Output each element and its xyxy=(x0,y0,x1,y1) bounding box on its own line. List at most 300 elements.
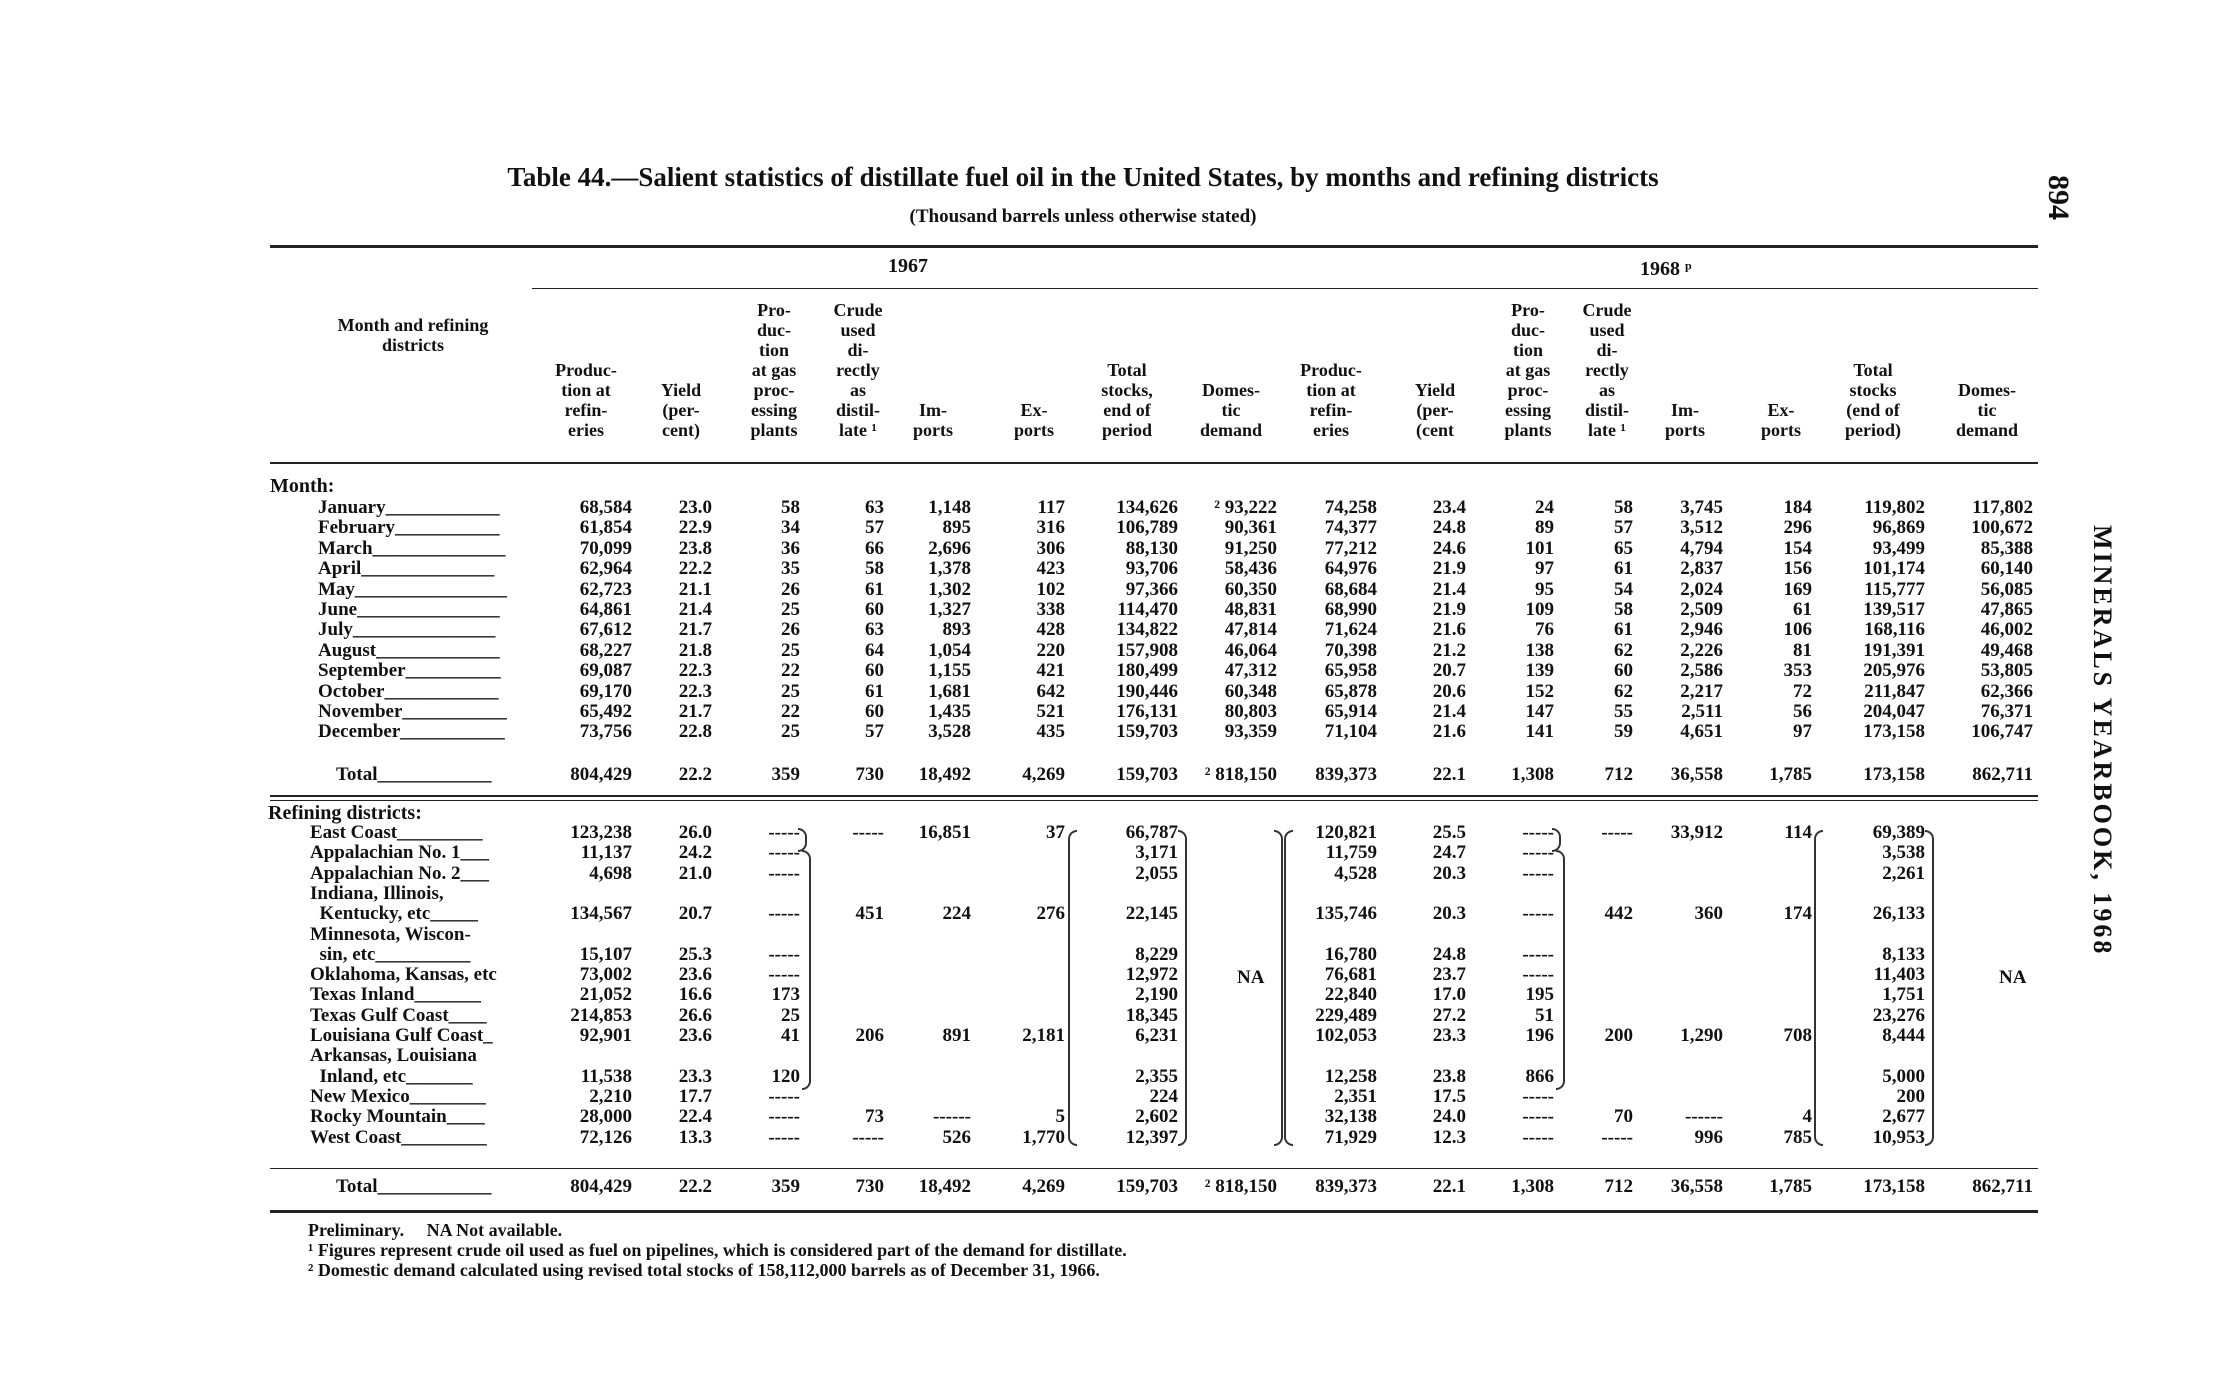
table-cell: 3,528 xyxy=(928,721,971,743)
table-cell: 49,468 xyxy=(1980,639,2033,661)
column-header-line: refin- xyxy=(564,400,608,420)
table-cell: 642 xyxy=(1036,680,1065,702)
table-cell: 63 xyxy=(865,619,884,641)
table-cell: 74,377 xyxy=(1324,517,1377,539)
table-cell: 64,861 xyxy=(579,599,632,620)
table-cell: 174 xyxy=(1783,903,1812,925)
stub-header xyxy=(288,315,538,355)
column-header-line: demand xyxy=(1955,420,2018,440)
table-cell: 21.6 xyxy=(1432,721,1466,743)
column-header-line: used xyxy=(840,320,876,340)
table-cell: 1,327 xyxy=(928,599,971,620)
brace-mark xyxy=(1556,850,1565,1090)
bottom-rule xyxy=(270,1210,2038,1213)
column-header-line: rectly xyxy=(1585,360,1629,380)
table-row xyxy=(0,1106,2214,1127)
column-header-line: Total xyxy=(1853,360,1893,380)
table-cell: 22.9 xyxy=(678,517,712,539)
column-header-line: di- xyxy=(1596,340,1618,360)
table-cell: 25 xyxy=(781,599,800,620)
table-cell: 68,684 xyxy=(1324,578,1377,600)
table-cell: 139 xyxy=(1525,660,1554,682)
table-cell: 60 xyxy=(865,660,884,682)
table-cell: 168,116 xyxy=(1864,619,1925,641)
table-cell: 12,397 xyxy=(1125,1126,1178,1148)
table-cell: 21.6 xyxy=(1432,619,1466,641)
table-cell: ----- xyxy=(768,1085,800,1107)
table-cell: 134,567 xyxy=(570,903,632,925)
table-cell: 8,133 xyxy=(1882,943,1925,965)
row-label: March______________ xyxy=(318,537,506,559)
table-cell: 56,085 xyxy=(1980,578,2033,600)
table-cell: 64,976 xyxy=(1324,558,1377,580)
table-cell: 2,217 xyxy=(1680,680,1723,702)
column-header xyxy=(1488,300,1568,440)
table-row xyxy=(0,599,2214,620)
column-header-line: distil- xyxy=(1584,400,1629,420)
brace-mark xyxy=(1274,830,1283,1146)
table-cell: 862,711 xyxy=(1972,1176,2033,1197)
column-header-line: proc- xyxy=(1507,380,1549,400)
table-cell: 33,912 xyxy=(1670,822,1723,843)
stub-header-line: Month and refining xyxy=(337,315,489,335)
table-cell: 195 xyxy=(1525,984,1554,1006)
column-header-line: ports xyxy=(913,420,953,440)
table-cell: 68,227 xyxy=(579,639,632,661)
row-label: June_______________ xyxy=(318,599,500,620)
table-cell: 139,517 xyxy=(1863,599,1925,620)
table-cell: 2,226 xyxy=(1680,639,1723,661)
table-cell: 421 xyxy=(1036,660,1065,682)
table-cell: 2,181 xyxy=(1022,1025,1065,1046)
column-header-line: rectly xyxy=(836,360,880,380)
table-cell: ----- xyxy=(768,842,800,864)
table-cell: 526 xyxy=(942,1126,971,1148)
table-row xyxy=(0,538,2214,559)
table-cell: 21.7 xyxy=(678,619,712,641)
table-cell: 173,158 xyxy=(1863,721,1925,743)
year-1968-label: 1968 ᵖ xyxy=(1640,258,1692,280)
table-cell: 67,612 xyxy=(579,619,632,641)
column-header-line: di- xyxy=(847,340,869,360)
column-header-line: tic xyxy=(1221,400,1241,420)
table-row xyxy=(0,619,2214,640)
table-row xyxy=(0,497,2214,518)
table-cell: 66 xyxy=(865,537,884,559)
table-cell: 65 xyxy=(1614,537,1633,559)
table-cell: 730 xyxy=(855,764,884,785)
table-cell: 97 xyxy=(1793,721,1812,743)
table-cell: 32,138 xyxy=(1324,1106,1377,1128)
column-header-line: distil- xyxy=(835,400,880,420)
table-cell: 159,703 xyxy=(1116,1176,1178,1197)
row-label: Kentucky, etc_____ xyxy=(310,903,478,925)
table-cell: 102,053 xyxy=(1315,1025,1377,1046)
table-cell: ----- xyxy=(1522,903,1554,925)
table-cell: 73,002 xyxy=(579,964,632,986)
table-cell: 60 xyxy=(1614,660,1633,682)
table-cell: 211,847 xyxy=(1864,680,1925,702)
table-cell: 2,190 xyxy=(1135,984,1178,1006)
column-header xyxy=(1807,360,1939,440)
table-cell: 114,470 xyxy=(1117,599,1178,620)
table-cell: 23.7 xyxy=(1432,964,1466,986)
table-cell: 804,429 xyxy=(570,1176,632,1197)
table-cell: 22.3 xyxy=(678,680,712,702)
table-cell: 100,672 xyxy=(1971,517,2033,539)
table-cell: 16.6 xyxy=(678,984,712,1006)
table-cell: 88,130 xyxy=(1125,537,1178,559)
table-cell: 58,436 xyxy=(1224,558,1277,580)
table-cell: 423 xyxy=(1036,558,1065,580)
table-row xyxy=(0,1086,2214,1107)
table-cell: 74,258 xyxy=(1324,497,1377,518)
stub-header-line: districts xyxy=(382,335,444,355)
footnote: ² Domestic demand calculated using revised total stocks of 158,112,000 barrels as of December 31, 1966. xyxy=(308,1260,1100,1280)
table-row xyxy=(0,822,2214,843)
table-cell: 521 xyxy=(1036,701,1065,722)
column-header-line: as xyxy=(1598,380,1615,400)
table-cell: 21.2 xyxy=(1432,639,1466,661)
table-cell: 62,723 xyxy=(579,578,632,600)
column-header-line: Pro- xyxy=(757,300,791,320)
table-cell: 48,831 xyxy=(1224,599,1277,620)
table-cell: 839,373 xyxy=(1315,1176,1377,1197)
brace-mark xyxy=(802,850,811,1090)
column-header-line: tion xyxy=(758,340,789,360)
table-cell: 196 xyxy=(1525,1025,1554,1046)
table-cell: 17.0 xyxy=(1432,984,1466,1006)
table-cell: 93,499 xyxy=(1872,537,1925,559)
table-row xyxy=(0,964,2214,985)
table-cell: ----- xyxy=(768,1126,800,1148)
table-cell: 57 xyxy=(865,517,884,539)
row-label: Rocky Mountain____ xyxy=(310,1106,485,1128)
table-cell: 2,024 xyxy=(1680,578,1723,600)
table-cell: 23.4 xyxy=(1432,497,1466,518)
table-cell: ----- xyxy=(1601,1126,1633,1148)
column-header-line: stocks xyxy=(1849,380,1897,400)
brace-mark xyxy=(1925,830,1934,1146)
table-cell: 224 xyxy=(942,903,971,925)
table-cell: 61 xyxy=(865,578,884,600)
column-header-line: duc- xyxy=(1510,320,1545,340)
table-cell: 22.4 xyxy=(678,1106,712,1128)
column-header-line: (per- xyxy=(1416,400,1454,420)
table-row xyxy=(0,984,2214,1005)
table-cell: 866 xyxy=(1525,1065,1554,1087)
table-cell: 26,133 xyxy=(1872,903,1925,925)
table-cell: 180,499 xyxy=(1116,660,1178,682)
table-cell: ----- xyxy=(768,1106,800,1128)
table-cell: 61 xyxy=(1793,599,1812,620)
table-cell: ² 818,150 xyxy=(1204,764,1277,785)
table-cell: 2,586 xyxy=(1680,660,1723,682)
row-label: September__________ xyxy=(318,660,501,682)
row-label: Inland, etc_______ xyxy=(310,1065,473,1087)
table-row xyxy=(0,1045,2214,1066)
table-row xyxy=(0,517,2214,538)
table-cell: 893 xyxy=(942,619,971,641)
table-cell: 200 xyxy=(1604,1025,1633,1046)
table-cell: 24.8 xyxy=(1432,943,1466,965)
table-cell: 90,361 xyxy=(1224,517,1277,539)
table-cell: 23.6 xyxy=(678,1025,712,1046)
table-cell: 1,290 xyxy=(1680,1025,1723,1046)
column-header-line: late ¹ xyxy=(839,420,877,440)
table-cell: 51 xyxy=(1535,1004,1554,1026)
table-cell: 120 xyxy=(771,1065,800,1087)
year-1967-label: 1967 xyxy=(888,255,928,277)
table-cell: 996 xyxy=(1694,1126,1723,1148)
table-cell: 2,355 xyxy=(1135,1065,1178,1087)
table-cell: 712 xyxy=(1604,1176,1633,1197)
table-cell: 34 xyxy=(781,517,800,539)
column-header-line: used xyxy=(1589,320,1625,340)
table-cell: 27.2 xyxy=(1432,1004,1466,1026)
table-cell: 117,802 xyxy=(1972,497,2033,518)
table-cell: 62 xyxy=(1614,639,1633,661)
table-cell: 56 xyxy=(1793,701,1812,722)
column-header-line: Crude xyxy=(833,300,883,320)
table-cell: 69,170 xyxy=(579,680,632,702)
column-header-line: (per- xyxy=(662,400,700,420)
table-cell: 2,837 xyxy=(1680,558,1723,580)
table-cell: 214,853 xyxy=(570,1004,632,1026)
table-title: Table 44.—Salient statistics of distillate fuel oil in the United States, by months and refining districts xyxy=(507,162,1659,192)
table-cell: 435 xyxy=(1036,721,1065,743)
table-cell: 12,972 xyxy=(1125,964,1178,986)
table-cell: 359 xyxy=(771,1176,800,1197)
table-cell: 71,104 xyxy=(1324,721,1377,743)
table-cell: 6,231 xyxy=(1135,1025,1178,1046)
table-cell: 2,677 xyxy=(1882,1106,1925,1128)
table-cell: 70,398 xyxy=(1324,639,1377,661)
table-cell: 1,435 xyxy=(928,701,971,722)
table-cell: 4,651 xyxy=(1680,721,1723,743)
table-cell: 10,953 xyxy=(1872,1126,1925,1148)
table-row xyxy=(0,1025,2214,1046)
table-subtitle: (Thousand barrels unless otherwise stated) xyxy=(909,206,1257,227)
row-label: December___________ xyxy=(318,721,505,743)
table-cell: 23.3 xyxy=(678,1065,712,1087)
table-cell: 2,351 xyxy=(1334,1085,1377,1107)
table-cell: 24.6 xyxy=(1432,537,1466,559)
table-cell: 25.5 xyxy=(1432,822,1466,843)
table-cell: 123,238 xyxy=(570,822,632,843)
table-cell: 57 xyxy=(1614,517,1633,539)
table-cell: 21.9 xyxy=(1432,558,1466,580)
table-cell: 71,624 xyxy=(1324,619,1377,641)
table-cell: 22,840 xyxy=(1324,984,1377,1006)
table-cell: 23.3 xyxy=(1432,1025,1466,1046)
table-cell: 20.3 xyxy=(1432,862,1466,884)
row-label: West Coast_________ xyxy=(310,1126,487,1148)
column-header xyxy=(1633,400,1737,440)
table-cell: 18,345 xyxy=(1125,1004,1178,1026)
table-cell: 25 xyxy=(781,721,800,743)
table-cell: 708 xyxy=(1783,1025,1812,1046)
column-header-line: ports xyxy=(1014,420,1054,440)
table-cell: 69,087 xyxy=(579,660,632,682)
table-cell: 11,137 xyxy=(580,842,632,864)
row-label: Texas Inland_______ xyxy=(310,984,481,1006)
table-cell: 61 xyxy=(1614,619,1633,641)
table-cell: 76,681 xyxy=(1324,964,1377,986)
column-header-line: proc- xyxy=(753,380,795,400)
row-label: April______________ xyxy=(318,558,495,580)
table-cell: 60 xyxy=(865,701,884,722)
column-header-line: late ¹ xyxy=(1588,420,1626,440)
total-rule-2 xyxy=(270,800,2038,801)
table-cell: 22.1 xyxy=(1432,764,1466,785)
table-cell: 26.0 xyxy=(678,822,712,843)
table-cell: 20.3 xyxy=(1432,903,1466,925)
column-header-line: period) xyxy=(1845,420,1901,440)
column-header-line: ports xyxy=(1761,420,1801,440)
table-cell: 442 xyxy=(1604,903,1633,925)
table-cell: 4,528 xyxy=(1334,862,1377,884)
table-cell: 1,308 xyxy=(1511,764,1554,785)
district-section-label: Refining districts: xyxy=(268,802,422,824)
row-label: May________________ xyxy=(318,578,507,600)
table-cell: 2,946 xyxy=(1680,619,1723,641)
table-cell: 26 xyxy=(781,619,800,641)
column-header-line: demand xyxy=(1199,420,1262,440)
table-cell: 97,366 xyxy=(1125,578,1178,600)
table-cell: 58 xyxy=(781,497,800,518)
table-cell: 5,000 xyxy=(1882,1065,1925,1087)
column-header-line: plants xyxy=(1504,420,1552,440)
table-cell: 11,538 xyxy=(580,1065,632,1087)
table-cell: 156 xyxy=(1783,558,1812,580)
table-cell: 60,348 xyxy=(1224,680,1277,702)
table-cell: 23.8 xyxy=(1432,1065,1466,1087)
brace-mark xyxy=(1814,830,1823,1146)
table-cell: 200 xyxy=(1896,1085,1925,1107)
table-cell: 115,777 xyxy=(1864,578,1925,600)
table-row xyxy=(0,1127,2214,1148)
table-cell: 23.6 xyxy=(678,964,712,986)
column-header-line: plants xyxy=(750,420,798,440)
table-cell: 92,901 xyxy=(579,1025,632,1046)
table-cell: 1,785 xyxy=(1769,1176,1812,1197)
table-cell: 58 xyxy=(1614,599,1633,620)
column-header-line: Im- xyxy=(1671,400,1699,420)
table-cell: ² 93,222 xyxy=(1214,497,1277,518)
table-cell: 89 xyxy=(1535,517,1554,539)
table-cell: ----- xyxy=(1522,822,1554,843)
table-cell: 18,492 xyxy=(918,1176,971,1197)
row-label: Louisiana Gulf Coast_ xyxy=(310,1025,493,1046)
table-cell: 46,064 xyxy=(1224,639,1277,661)
table-cell: ----- xyxy=(768,822,800,843)
table-cell: 21.7 xyxy=(678,701,712,722)
table-cell: 4,269 xyxy=(1022,764,1065,785)
table-cell: 169 xyxy=(1783,578,1812,600)
table-cell: 22.1 xyxy=(1432,1176,1466,1197)
table-cell: 61,854 xyxy=(579,517,632,539)
column-header-line: ports xyxy=(1665,420,1705,440)
column-header-line: at gas xyxy=(1505,360,1551,380)
table-cell: 20.7 xyxy=(678,903,712,925)
column-header-line: Ex- xyxy=(1767,400,1795,420)
column-header-line: Produc- xyxy=(1300,360,1362,380)
table-cell: 2,509 xyxy=(1680,599,1723,620)
table-cell: 101 xyxy=(1525,537,1554,559)
table-cell: 2,210 xyxy=(589,1085,632,1107)
table-cell: 306 xyxy=(1036,537,1065,559)
column-header-line: tion at xyxy=(1306,380,1356,400)
table-row xyxy=(0,924,2214,945)
table-row xyxy=(0,944,2214,965)
column-header-line: Total xyxy=(1107,360,1147,380)
brace-mark xyxy=(1178,830,1187,1146)
table-cell: 21.0 xyxy=(678,862,712,884)
table-cell: 22.2 xyxy=(678,1176,712,1197)
table-cell: 147 xyxy=(1525,701,1554,722)
table-cell: 1,770 xyxy=(1022,1126,1065,1148)
table-cell: 276 xyxy=(1036,903,1065,925)
table-cell: 120,821 xyxy=(1315,822,1377,843)
table-cell: 97 xyxy=(1535,558,1554,580)
table-cell: 173 xyxy=(771,984,800,1006)
table-cell: 101,174 xyxy=(1863,558,1925,580)
column-header xyxy=(526,360,646,440)
table-cell: 21.8 xyxy=(678,639,712,661)
table-cell: 1,308 xyxy=(1511,1176,1554,1197)
table-cell: 16,851 xyxy=(918,822,971,843)
table-cell: 26 xyxy=(781,578,800,600)
table-cell: 58 xyxy=(1614,497,1633,518)
table-row xyxy=(0,842,2214,863)
table-cell: 891 xyxy=(942,1025,971,1046)
table-cell: 22 xyxy=(781,660,800,682)
table-row xyxy=(0,883,2214,904)
table-cell: 12,258 xyxy=(1324,1065,1377,1087)
table-cell: 24.0 xyxy=(1432,1106,1466,1128)
column-header-line: refin- xyxy=(1309,400,1353,420)
column-header-line: Ex- xyxy=(1020,400,1048,420)
table-row xyxy=(0,640,2214,661)
column-header xyxy=(636,380,726,440)
table-cell: 451 xyxy=(855,903,884,925)
table-row xyxy=(0,558,2214,579)
brace-mark xyxy=(1284,830,1293,1146)
table-cell: 3,745 xyxy=(1680,497,1723,518)
table-cell: 135,746 xyxy=(1315,903,1377,925)
row-label: Appalachian No. 2___ xyxy=(310,862,489,884)
table-cell: 1,148 xyxy=(928,497,971,518)
column-header-line: at gas xyxy=(751,360,797,380)
header-rule xyxy=(270,462,2038,464)
table-cell: 23.8 xyxy=(678,537,712,559)
row-label: August_____________ xyxy=(318,639,500,661)
table-cell: 22,145 xyxy=(1125,903,1178,925)
table-cell: 117 xyxy=(1037,497,1065,518)
column-header-line: Produc- xyxy=(555,360,617,380)
table-cell: 68,584 xyxy=(579,497,632,518)
table-cell: ----- xyxy=(1601,822,1633,843)
table-cell: 65,878 xyxy=(1324,680,1377,702)
table-cell: 71,929 xyxy=(1324,1126,1377,1148)
table-cell: 4,269 xyxy=(1022,1176,1065,1197)
table-cell: 119,802 xyxy=(1864,497,1925,518)
table-cell: 95 xyxy=(1535,578,1554,600)
table-cell: 2,055 xyxy=(1135,862,1178,884)
table-cell: 3,512 xyxy=(1680,517,1723,539)
table-cell: ----- xyxy=(1522,1106,1554,1128)
